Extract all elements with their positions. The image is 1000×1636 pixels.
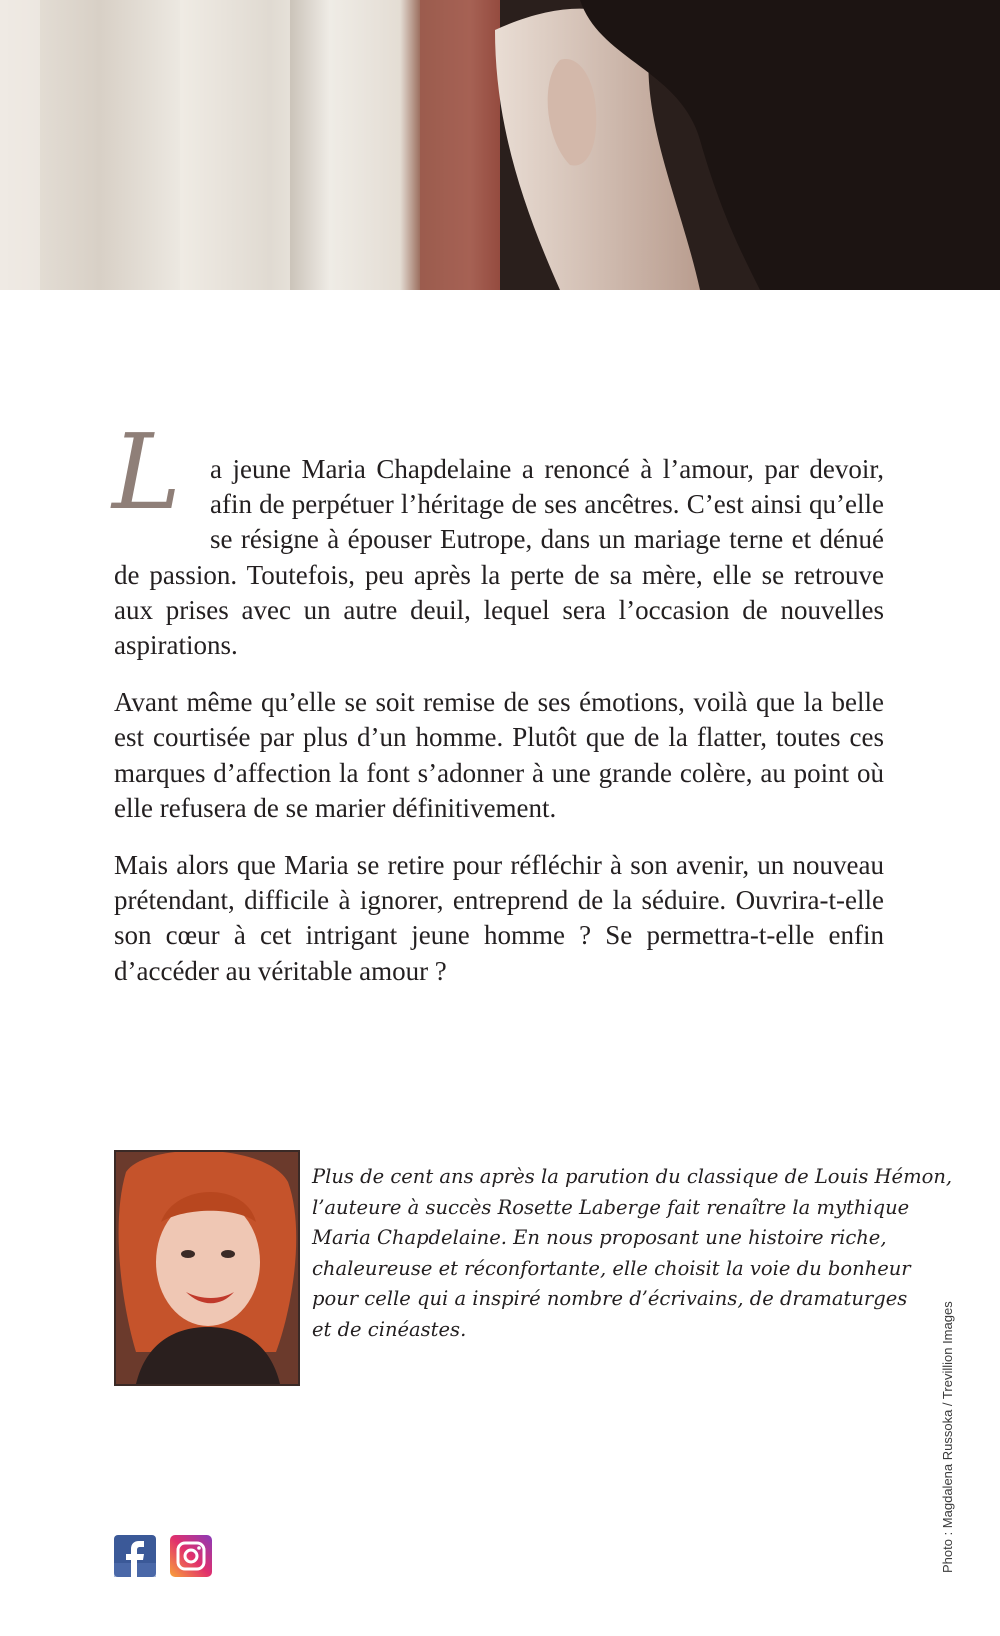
blurb-paragraph-2: Avant même qu’elle se soit remise de ses émotions, voilà que la belle est courtisée par plus d’un homme. Plutôt que de la flatter, toutes ces marques d’affection la font s’adonner à une grande colère, au point où elle refusera de se marier définitivement.: [114, 687, 884, 823]
author-blurb: [312, 1162, 953, 1345]
author-blurb-line: Maria Chapdelaine. En nous proposant une histoire riche,: [312, 1226, 887, 1249]
author-blurb-line: Plus de cent ans après la parution du classique de Louis Hémon,: [312, 1165, 953, 1188]
back-cover-blurb: [112, 411, 884, 1011]
author-blurb-line: chaleureuse et réconfortante, elle choisit la voie du bonheur: [312, 1256, 911, 1280]
instagram-icon[interactable]: [170, 1535, 212, 1577]
author-blurb-line: pour celle qui a inspiré nombre d’écrivains, de dramaturges: [312, 1287, 908, 1310]
blurb-paragraph-3: Mais alors que Maria se retire pour réfléchir à son avenir, un nouveau prétendant, difficile à ignorer, entreprend de la séduire. Ouvrira-t-elle son cœur à cet intrigant jeune homme ? Se permettra-t-elle enfin d’accéder au véritable amour ?: [114, 850, 884, 986]
photo-credit: Photo : Magdalena Russoka / Trevillion Images: [940, 1301, 955, 1573]
author-photo: [114, 1150, 300, 1386]
author-blurb-line: et de cinéastes.: [312, 1317, 467, 1341]
cover-photo: [0, 0, 1000, 290]
author-blurb-line: l’auteure à succès Rosette Laberge fait renaître la mythique: [312, 1195, 910, 1219]
woman-silhouette-illustration: [0, 0, 1000, 290]
drop-cap: L: [112, 411, 182, 533]
blurb-paragraph-1: L a jeune Maria Chapdelaine a renoncé à l’amour, par devoir, afin de perpétuer l’héritage de ses ancêtres. C’est ainsi qu’elle se résigne à épouser Eutrope, dans un mariage terne et dénué de passion. Toutefois, peu après la perte de sa mère, elle se retrouve aux prises avec un autre deuil, lequel sera l’occasion de nouvelles aspirations.: [112, 411, 884, 661]
facebook-icon[interactable]: [114, 1535, 156, 1577]
